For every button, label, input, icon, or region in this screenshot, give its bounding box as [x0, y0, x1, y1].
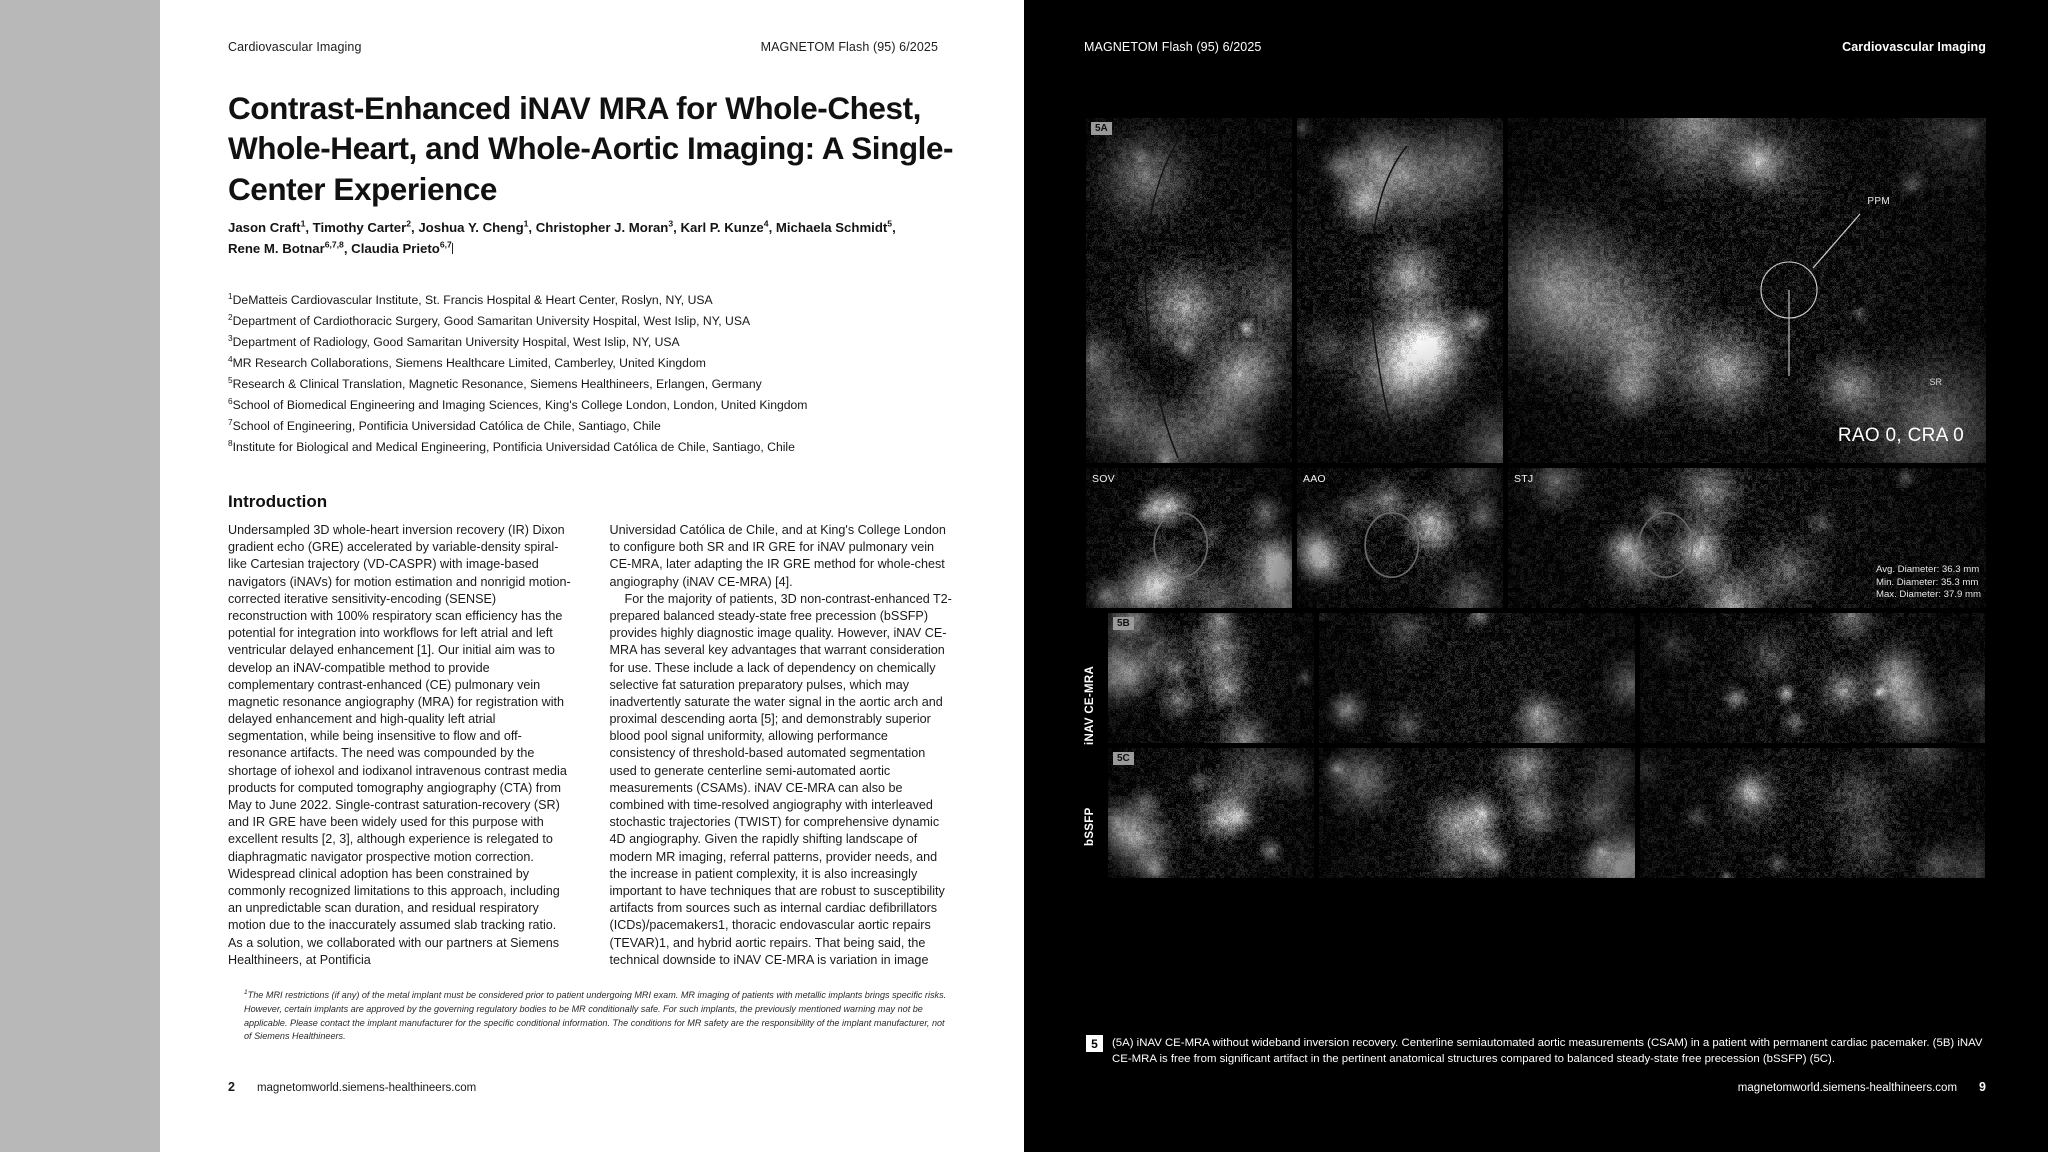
footnote-marker: 1 — [244, 989, 248, 996]
figure-number: 5 — [1086, 1035, 1103, 1052]
right-page — [1024, 0, 2048, 1152]
section-heading-introduction: Introduction — [228, 492, 328, 511]
body-paragraph: Undersampled 3D whole-heart inversion recovery (IR) Dixon gradient echo (GRE) accelerated by variable-density spiral-like Cartesian trajectory (VD-CASPR) with image-based navigators (iNAVs) for motion estimation and nonrigid motion-corrected iterative sensitivity-encoding (SENSE) reconstruction with 100% respiratory scan efficiency has the potential for integration into workflows for left atrial and left ventricular delayed enhancement [1]. Our initial aim was to develop an iNAV-compatible method to provide complementary contrast-enhanced (CE) pulmonary vein magnetic resonance angiography (MRA) for registration with delayed enhancement and high-quality left atrial segmentation, while being insensitive to flow and off-resonance artifacts. The need was compounded by the shortage of iohexol and iodixanol intravenous contrast media products for computed tomography angiography (CTA) from May to June 2022. Single-contrast saturation-recovery (SR) and IR GRE have been widely used for this purpose with excellent results [2, 3], although experience is relegated to diaphragmatic navigator prospective motion correction. Widespread clinical adoption has been constrained by commonly recognized limitations to this approach, including an unpredictable scan duration, and residual respiratory motion due to the inaccurately assumed slab tracking ratio. As a solution, we collaborated with our partners at Siemens Healthineers, at Pontificia — [228, 523, 571, 967]
affiliation-item: $^5$Research & Clinical Translation, Magnetic Resonance, Siemens Healthineers, Erlangen, Germany — [228, 374, 762, 391]
measurement-line: Max. Diameter: 37.9 mm — [1875, 589, 1981, 601]
body-columns — [228, 522, 955, 967]
figure-row-5b — [1086, 613, 1986, 743]
pointer-overlay — [1508, 118, 1986, 463]
mri-canvas — [1319, 748, 1635, 878]
mri-canvas — [1319, 613, 1635, 743]
side-label-inav-ce-mra: iNAV CE-MRA — [1084, 665, 1096, 745]
sr-annotation: SR — [1929, 377, 1942, 387]
body-paragraph: For the majority of patients, 3D non-contrast-enhanced T2-prepared balanced steady-state free precession (bSSFP) provides highly diagnostic image quality. However, iNAV CE-MRA has several key advantages that warrant consideration for use. These include a lack of dependency on chemically selective fat saturation preparatory pulses, which may inadvertently saturate the water signal in the aortic arch and proximal descending aorta [5]; and demonstrably superior blood pool signal uniformity, allowing performance consistency of threshold-based automated segmentation used to generate centerline semi-automated aortic measurements (CSAMs). iNAV CE-MRA can also be combined with time-resolved angiography with interleaved stochastic trajectories (TWIST) for comprehensive dynamic 4D angiography. Given the rapidly shifting landscape of modern MR imaging, referral patterns, provider needs, and the increase in patient complexity, it is also increasingly important to have techniques that are robust to susceptibility artifacts from sources such as internal cardiac defibrillators (ICDs)/pacemakers1, thoracic endovascular aortic repairs (TEVAR)1, and hybrid aortic repairs. That being said, the technical downside to iNAV CE-MRA is variation in image — [609, 591, 952, 967]
footer-url[interactable]: magnetomworld.siemens-healthineers.com — [256, 1082, 477, 1094]
ppm-annotation: PPM — [1867, 196, 1890, 207]
inav-axial-3[interactable] — [1640, 613, 1985, 743]
panel-tag-5c: 5C — [1113, 752, 1134, 765]
cross-section-label-sov: SOV — [1092, 473, 1115, 485]
affiliation-item: $^8$Institute for Biological and Medical Engineering, Pontificia Universidad Católica de Chile, Santiago, Chile — [228, 437, 795, 454]
centerline-overlay — [1297, 118, 1503, 463]
footer-url[interactable]: magnetomworld.siemens-healthineers.com — [1737, 1082, 1958, 1094]
figure-caption-text: (5A) iNAV CE-MRA without wideband inversion recovery. Centerline semiautomated aortic measurements (CSAM) in a patient with permanent cardiac pacemaker. (5B) iNAV CE-MRA is free from significant artifact in the pertinent anatomical structures compared to balanced steady-state free precession (bSSFP) (5C). — [1112, 1037, 1983, 1066]
author-list: Jason Craft$^1$, Timothy Carter$^2$, Joshua Y. Cheng$^1$, Christopher J. Moran$^3$, Karl P. Kunze$^4$, Michaela Schmidt$^5$, Rene M. Botnar$^{6,7,8}$, Claudia Prieto$^{6,7}$ — [228, 219, 896, 256]
article-title: Contrast-Enhanced iNAV MRA for Whole-Chest, Whole-Heart, and Whole-Aortic Imaging: A Single-Center Experience — [228, 90, 954, 207]
contour-overlay — [1086, 468, 1292, 608]
inav-axial-1[interactable] — [1108, 613, 1314, 743]
figure-row-5c — [1086, 748, 1986, 878]
affiliation-item: $^3$Department of Radiology, Good Samaritan University Hospital, West Islip, NY, USA — [228, 332, 680, 349]
contour-overlay — [1297, 468, 1503, 608]
bssfp-axial-1[interactable] — [1108, 748, 1314, 878]
figure-row-crosssections — [1086, 468, 1986, 608]
right-page-footer — [1738, 1080, 1986, 1094]
inav-axial-2[interactable] — [1319, 613, 1635, 743]
csam-measurements — [1876, 564, 1981, 602]
left-page-footer — [228, 1080, 476, 1094]
cross-section-label-stj: STJ — [1514, 473, 1534, 485]
page-number: 2 — [228, 1080, 235, 1094]
mri-canvas — [1108, 613, 1314, 743]
mra-image-sagittal-arch[interactable] — [1086, 118, 1292, 463]
cross-section-sov[interactable] — [1086, 468, 1292, 608]
cross-section-label-aao: AAO — [1303, 473, 1326, 485]
cross-section-stj[interactable] — [1508, 468, 1986, 608]
affiliation-item: $^1$DeMatteis Cardiovascular Institute, St. Francis Hospital & Heart Center, Roslyn, NY, USA — [228, 291, 713, 308]
running-head-right-issue: MAGNETOM Flash (95) 6/2025 — [1084, 40, 1262, 54]
centerline-overlay — [1086, 118, 1292, 463]
running-head-right-section: Cardiovascular Imaging — [1842, 40, 1986, 54]
orientation-label: RAO 0, CRA 0 — [1837, 425, 1964, 446]
panel-tag-5b: 5B — [1113, 617, 1134, 630]
affiliation-item: $^4$MR Research Collaborations, Siemens Healthcare Limited, Camberley, United Kingdom — [228, 353, 706, 370]
mri-canvas — [1640, 613, 1985, 743]
bssfp-axial-2[interactable] — [1319, 748, 1635, 878]
affiliation-item: $^7$School of Engineering, Pontificia Universidad Católica de Chile, Santiago, Chile — [228, 416, 661, 433]
body-column-1 — [228, 522, 574, 967]
running-head-left-issue: MAGNETOM Flash (95) 6/2025 — [760, 40, 938, 54]
panel-tag-5a: 5A — [1091, 122, 1112, 135]
body-column-2 — [609, 522, 956, 967]
footnote-text: The MRI restrictions (if any) of the metal implant must be considered prior to patient undergoing MRI exam. MR imaging of patients with metallic implants brings specific risks. However, certain implants are approved by the governing regulatory bodies to be MR conditionally safe. For such implants, the previously mentioned warning may not be applicable. Please contact the implant manufacturer for the specific conditional information. The conditions for MR safety are the responsibility of the implant manufacturer, not of Siemens Healthineers. — [244, 990, 947, 1042]
side-label-bssfp: bSSFP — [1084, 807, 1096, 846]
cross-section-aao[interactable] — [1297, 468, 1503, 608]
measurement-line: Avg. Diameter: 36.3 mm — [1875, 563, 1980, 575]
affiliation-item: $^2$Department of Cardiothoracic Surgery, Good Samaritan University Hospital, West Islip, NY, USA — [228, 311, 751, 329]
affiliation-item: $^6$School of Biomedical Engineering and Imaging Sciences, King's College London, London, United Kingdom — [228, 395, 808, 412]
mri-canvas — [1640, 748, 1985, 878]
figure-caption — [1086, 1035, 1986, 1067]
figure-row-5a — [1086, 118, 1986, 463]
body-paragraph: Universidad Católica de Chile, and at King's College London to configure both SR and IR GRE for iNAV pulmonary vein CE-MRA, later adapting the IR GRE method for whole-chest angiography (iNAV CE-MRA) [4]. — [609, 523, 946, 589]
bssfp-axial-3[interactable] — [1640, 748, 1985, 878]
running-head-left-section: Cardiovascular Imaging — [228, 40, 362, 54]
page-number: 9 — [1979, 1080, 1986, 1094]
affiliations-list — [228, 290, 948, 458]
figure-5 — [1086, 118, 1986, 883]
measurement-line: Min. Diameter: 35.3 mm — [1875, 576, 1979, 588]
mra-image-aorta-candy-cane[interactable] — [1297, 118, 1503, 463]
mra-image-volume-render[interactable] — [1508, 118, 1986, 463]
footnote — [244, 988, 950, 1044]
mri-canvas — [1108, 748, 1314, 878]
left-page — [160, 0, 1024, 1152]
